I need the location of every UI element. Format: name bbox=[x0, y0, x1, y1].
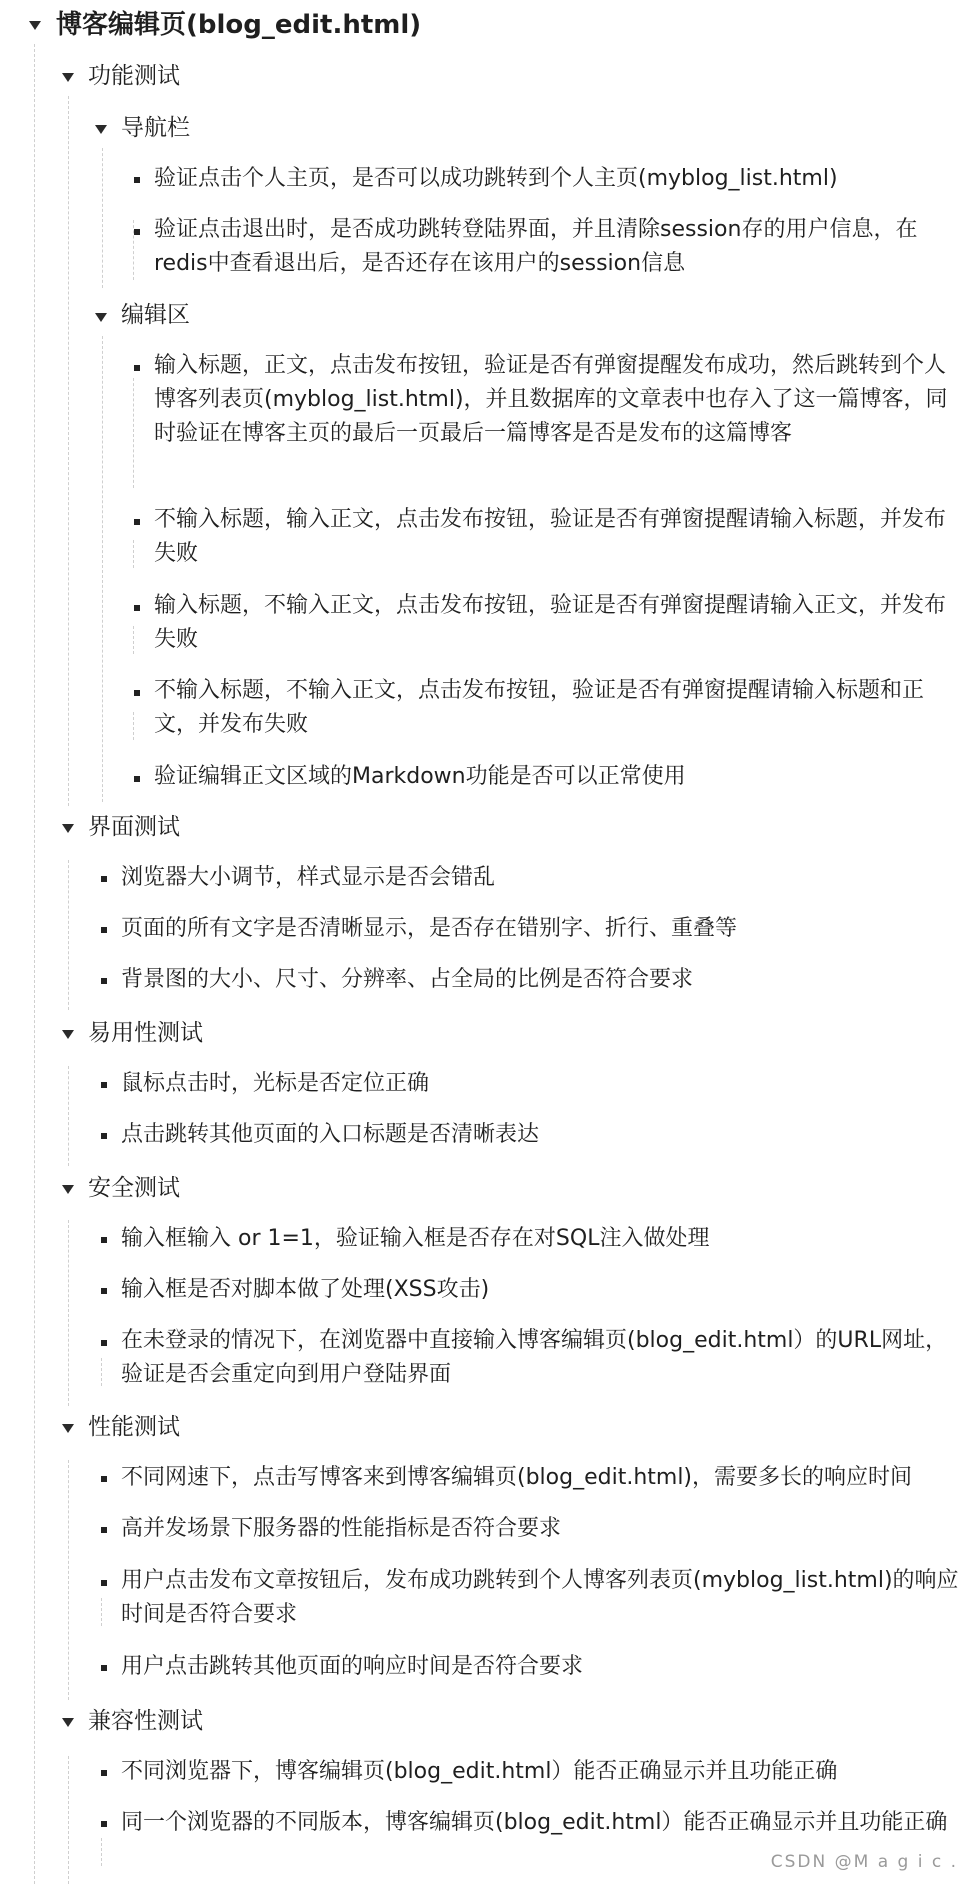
tree-guide-line bbox=[101, 1838, 102, 1866]
list-item: 验证点击个人主页，是否可以成功跳转到个人主页(myblog_list.html) bbox=[154, 166, 838, 191]
bullet-icon bbox=[101, 927, 107, 933]
group-label: 界面测试 bbox=[88, 814, 180, 840]
list-item: 页面的所有文字是否清晰显示，是否存在错别字、折行、重叠等 bbox=[121, 916, 738, 941]
bullet-icon bbox=[134, 365, 140, 371]
collapse-toggle-icon[interactable] bbox=[62, 1185, 74, 1194]
subgroup-label: 导航栏 bbox=[121, 115, 190, 141]
bullet-icon bbox=[101, 1340, 107, 1346]
list-item: 用户点击发布文章按钮后，发布成功跳转到个人博客列表页(myblog_list.html)的响应时间是否符合要求 bbox=[121, 1568, 959, 1627]
bullet-icon bbox=[101, 1527, 107, 1533]
tree-guide-line bbox=[68, 1756, 69, 1884]
list-item: 验证编辑正文区域的Markdown功能是否可以正常使用 bbox=[154, 764, 686, 789]
tree-guide-line bbox=[34, 44, 35, 1884]
list-item: 在未登录的情况下，在浏览器中直接输入博客编辑页(blog_edit.html）的URL网址，验证是否会重定向到用户登陆界面 bbox=[121, 1328, 948, 1387]
tree-guide-line bbox=[68, 1220, 69, 1406]
tree-guide-line bbox=[101, 1358, 102, 1386]
bullet-icon bbox=[101, 1580, 107, 1586]
tree-guide-line bbox=[133, 378, 134, 488]
group-label: 易用性测试 bbox=[88, 1020, 203, 1046]
list-item: 输入框输入 or 1=1，验证输入框是否存在对SQL注入做处理 bbox=[121, 1226, 710, 1251]
bullet-icon bbox=[101, 1133, 107, 1139]
collapse-toggle-icon[interactable] bbox=[62, 1718, 74, 1727]
tree-guide-line bbox=[68, 860, 69, 1010]
bullet-icon bbox=[134, 690, 140, 696]
list-item: 高并发场景下服务器的性能指标是否符合要求 bbox=[121, 1516, 562, 1541]
group-label: 功能测试 bbox=[88, 63, 180, 89]
collapse-toggle-icon[interactable] bbox=[62, 73, 74, 82]
list-item: 输入框是否对脚本做了处理(XSS攻击) bbox=[121, 1277, 490, 1302]
collapse-toggle-icon[interactable] bbox=[95, 313, 107, 322]
tree-guide-line bbox=[68, 96, 69, 806]
bullet-icon bbox=[101, 1288, 107, 1294]
bullet-icon bbox=[101, 1770, 107, 1776]
list-item: 同一个浏览器的不同版本，博客编辑页(blog_edit.html）能否正确显示并且功能正确 bbox=[121, 1810, 948, 1835]
tree-guide-line bbox=[133, 626, 134, 654]
bullet-icon bbox=[101, 1476, 107, 1482]
bullet-icon bbox=[101, 1821, 107, 1827]
bullet-icon bbox=[134, 177, 140, 183]
page-title: 博客编辑页(blog_edit.html) bbox=[56, 10, 422, 40]
bullet-icon bbox=[101, 876, 107, 882]
subgroup-label: 编辑区 bbox=[121, 302, 190, 328]
collapse-toggle-icon[interactable] bbox=[62, 1030, 74, 1039]
collapse-toggle-icon[interactable] bbox=[29, 21, 41, 30]
list-item: 验证点击退出时，是否成功跳转登陆界面，并且清除session存的用户信息，在redis中查看退出后，是否还存在该用户的session信息 bbox=[154, 217, 918, 276]
collapse-toggle-icon[interactable] bbox=[62, 1424, 74, 1433]
tree-guide-line bbox=[102, 336, 103, 802]
group-label: 兼容性测试 bbox=[88, 1708, 203, 1734]
group-label: 安全测试 bbox=[88, 1175, 180, 1201]
bullet-icon bbox=[101, 1237, 107, 1243]
bullet-icon bbox=[134, 519, 140, 525]
bullet-icon bbox=[134, 605, 140, 611]
tree-guide-line bbox=[133, 712, 134, 740]
tree-guide-line bbox=[68, 1066, 69, 1166]
bullet-icon bbox=[134, 229, 140, 235]
list-item: 浏览器大小调节，样式显示是否会错乱 bbox=[121, 865, 496, 890]
bullet-icon bbox=[101, 978, 107, 984]
tree-guide-line bbox=[101, 1598, 102, 1626]
tree-guide-line bbox=[102, 148, 103, 288]
list-item: 不同浏览器下，博客编辑页(blog_edit.html）能否正确显示并且功能正确 bbox=[121, 1759, 838, 1784]
list-item: 不输入标题，输入正文，点击发布按钮，验证是否有弹窗提醒请输入标题，并发布失败 bbox=[154, 507, 947, 566]
list-item: 用户点击跳转其他页面的响应时间是否符合要求 bbox=[121, 1654, 584, 1679]
collapse-toggle-icon[interactable] bbox=[62, 824, 74, 833]
bullet-icon bbox=[101, 1082, 107, 1088]
tree-guide-line bbox=[68, 1460, 69, 1700]
list-item: 背景图的大小、尺寸、分辨率、占全局的比例是否符合要求 bbox=[121, 967, 694, 992]
group-label: 性能测试 bbox=[88, 1414, 180, 1440]
list-item: 输入标题，正文，点击发布按钮，验证是否有弹窗提醒发布成功，然后跳转到个人博客列表页(myblog_list.html)，并且数据库的文章表中也存入了这一篇博客，同时验证在博客主页的最后一页最后一篇博客是否是发布的这篇博客 bbox=[154, 353, 948, 446]
collapse-toggle-icon[interactable] bbox=[95, 125, 107, 134]
csdn-watermark: CSDN @M a g i c . bbox=[770, 1852, 958, 1872]
tree-guide-line bbox=[133, 540, 134, 568]
bullet-icon bbox=[134, 776, 140, 782]
list-item: 输入标题，不输入正文，点击发布按钮，验证是否有弹窗提醒请输入正文，并发布失败 bbox=[154, 593, 947, 652]
list-item: 不输入标题，不输入正文，点击发布按钮，验证是否有弹窗提醒请输入标题和正文，并发布失败 bbox=[154, 678, 925, 737]
list-item: 不同网速下，点击写博客来到博客编辑页(blog_edit.html)，需要多长的响应时间 bbox=[121, 1465, 913, 1490]
bullet-icon bbox=[101, 1665, 107, 1671]
list-item: 鼠标点击时，光标是否定位正确 bbox=[121, 1071, 430, 1096]
list-item: 点击跳转其他页面的入口标题是否清晰表达 bbox=[121, 1122, 540, 1147]
